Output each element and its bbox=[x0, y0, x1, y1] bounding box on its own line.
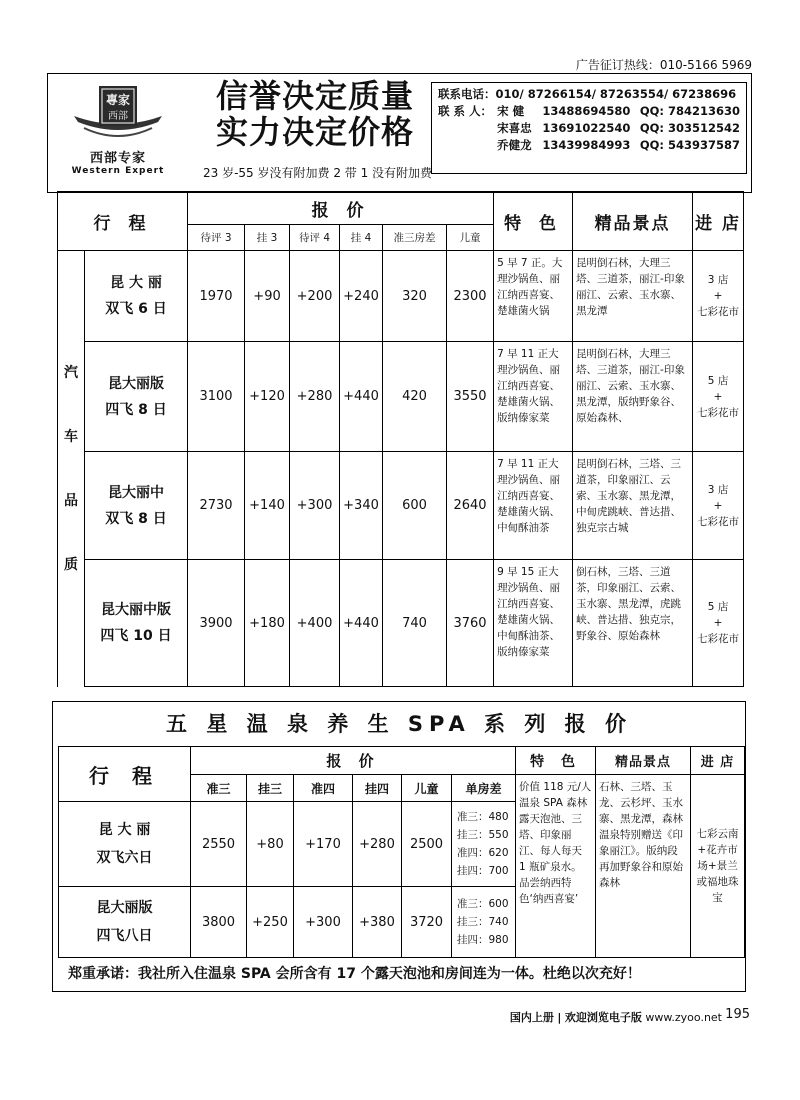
spa-title: 五 星 温 泉 养 生 SPA 系 列 报 价 bbox=[166, 712, 632, 736]
subheader-cell: 待评 3 bbox=[188, 225, 245, 251]
ad-hotline: 广告征订热线：010-5166 5969 bbox=[575, 58, 752, 72]
price-cell: +300 bbox=[294, 887, 353, 958]
price-cell: 2500 bbox=[402, 802, 452, 887]
single-room-line: 挂四：700 bbox=[457, 865, 509, 877]
store-name: 七彩花市 bbox=[697, 633, 740, 645]
slogan-line-1: 信誉决定质量 bbox=[216, 77, 415, 115]
contact-qq: 543937587 bbox=[667, 138, 740, 152]
price-cell: 740 bbox=[383, 560, 447, 687]
page-number: 195 bbox=[725, 1007, 750, 1022]
features-cell: 7 早 11 正大理沙锅鱼、丽江纳西喜宴、楚雄菌火锅、中甸酥油茶 bbox=[494, 452, 573, 560]
single-room-line: 挂三：550 bbox=[457, 829, 509, 841]
category-label bbox=[58, 251, 85, 687]
wok-logo-icon bbox=[70, 82, 166, 146]
price-cell: +280 bbox=[290, 342, 340, 452]
route-duration: 四飞 10 日 bbox=[100, 628, 172, 644]
price-cell: 320 bbox=[383, 251, 447, 342]
pledge-text: 郑重承诺：我社所入住温泉 SPA 会所含有 17 个露天泡池和房间连为一体。杜绝以次充好！ bbox=[68, 966, 641, 982]
single-room-line: 准四：620 bbox=[457, 847, 509, 859]
store-cell bbox=[693, 560, 744, 687]
contact-qq-label: QQ: bbox=[639, 138, 664, 152]
price-cell: +240 bbox=[340, 251, 383, 342]
subheader-cell: 儿童 bbox=[447, 225, 494, 251]
table-row bbox=[58, 560, 744, 687]
contact-qq-label: QQ: bbox=[639, 121, 664, 135]
price-cell: 2300 bbox=[447, 251, 494, 342]
slogan-line-2: 实力决定价格 bbox=[216, 113, 415, 151]
table-row bbox=[58, 342, 744, 452]
category-char: 质 bbox=[64, 556, 78, 573]
route-name: 昆 大 丽 bbox=[98, 822, 151, 838]
subheader-cell: 挂 3 bbox=[245, 225, 290, 251]
logo-name-en: Western Expert bbox=[71, 166, 165, 176]
spa-subheader-cell: 挂三 bbox=[247, 775, 294, 802]
footer-separator: | bbox=[557, 1011, 562, 1024]
contact-person-label: 联 系 人： bbox=[438, 104, 493, 118]
features-cell: 9 早 15 正大理沙锅鱼、丽江纳西喜宴、楚雄菌火锅、中甸酥油茶、版纳傣家菜 bbox=[494, 560, 573, 687]
single-room-line: 挂三：740 bbox=[457, 916, 509, 928]
route-cell bbox=[85, 560, 188, 687]
store-cell bbox=[693, 452, 744, 560]
features-cell: 7 早 11 正大理沙锅鱼、丽江纳西喜宴、楚雄菌火锅、版纳傣家菜 bbox=[494, 342, 573, 452]
price-cell: 2550 bbox=[191, 802, 247, 887]
store-plus: + bbox=[713, 290, 723, 302]
contact-qq-label: QQ: bbox=[639, 104, 664, 118]
single-room-cell bbox=[452, 802, 516, 887]
route-cell bbox=[85, 251, 188, 342]
store-name: 七彩花市 bbox=[697, 515, 740, 528]
contact-mobile: 13488694580 bbox=[542, 104, 631, 118]
price-cell: 3760 bbox=[447, 560, 494, 687]
price-cell: +380 bbox=[353, 887, 402, 958]
contact-person-row bbox=[438, 103, 740, 120]
route-cell bbox=[85, 342, 188, 452]
spa-section bbox=[52, 701, 746, 992]
price-cell: +180 bbox=[245, 560, 290, 687]
slogan bbox=[216, 78, 414, 150]
svg-text:專家: 專家 bbox=[105, 93, 131, 107]
route-duration: 四飞八日 bbox=[96, 928, 153, 944]
single-room-line: 挂四：980 bbox=[457, 934, 509, 946]
single-room-line: 准三：600 bbox=[457, 898, 509, 910]
spa-header-features: 特 色 bbox=[516, 747, 596, 775]
page-header bbox=[47, 73, 752, 193]
spa-subheader-cell: 准三 bbox=[191, 775, 247, 802]
price-cell: +280 bbox=[353, 802, 402, 887]
price-cell: 2730 bbox=[188, 452, 245, 560]
single-room-cell bbox=[452, 887, 516, 958]
store-name: 七彩花市 bbox=[697, 406, 740, 419]
svg-text:西部: 西部 bbox=[108, 111, 128, 122]
price-cell: 3900 bbox=[188, 560, 245, 687]
sights-cell: 昆明倒石林，大理三塔、三道茶，丽江-印象丽江、云索、玉水寨、黑龙潭，版纳野象谷、原始森林、 bbox=[573, 342, 693, 452]
subheader-cell: 挂 4 bbox=[340, 225, 383, 251]
category-char: 车 bbox=[64, 428, 78, 445]
contact-person-row bbox=[438, 137, 740, 154]
header-route: 行 程 bbox=[58, 192, 188, 251]
contact-box bbox=[431, 82, 747, 174]
spa-store-cell: 七彩云南+花卉市场+景兰或福地珠宝 bbox=[691, 775, 745, 958]
price-cell: +170 bbox=[294, 802, 353, 887]
price-cell: +90 bbox=[245, 251, 290, 342]
contact-name: 宋 健 bbox=[497, 104, 525, 118]
price-cell: +440 bbox=[340, 560, 383, 687]
store-count: 3 店 bbox=[707, 274, 729, 286]
footer-site-link[interactable]: www.zyoo.net bbox=[645, 1011, 722, 1024]
spa-sights-cell: 石林、三塔、玉龙、云杉坪、玉水寨、黑龙潭，森林温泉特别赠送《印象丽江》。版纳段再加野象谷和原始森林 bbox=[596, 775, 691, 958]
store-plus: + bbox=[713, 390, 723, 403]
table-row bbox=[58, 452, 744, 560]
sights-cell: 昆明倒石林，三塔、三道茶，印象丽江、云索、玉水寨、黑龙潭，中甸虎跳峡、普达措、独克宗古城 bbox=[573, 452, 693, 560]
store-count: 5 店 bbox=[707, 374, 729, 387]
table-row bbox=[58, 251, 744, 342]
price-cell: +300 bbox=[290, 452, 340, 560]
contact-name: 宋喜忠 bbox=[497, 121, 532, 135]
brand-logo bbox=[62, 82, 174, 182]
price-cell: 420 bbox=[383, 342, 447, 452]
spa-header-sights: 精品景点 bbox=[596, 747, 691, 775]
header-sights: 精品景点 bbox=[573, 192, 693, 251]
contact-person-row bbox=[438, 120, 740, 137]
route-name: 昆大丽版 bbox=[108, 375, 164, 392]
contact-phone-row bbox=[438, 86, 740, 103]
route-name: 昆大丽版 bbox=[96, 900, 153, 916]
surcharge-note: 23 岁-55 岁没有附加费 2 带 1 没有附加费 bbox=[203, 166, 433, 180]
store-count: 3 店 bbox=[707, 483, 729, 496]
bus-quality-price-table bbox=[57, 191, 744, 687]
route-cell bbox=[85, 452, 188, 560]
footer-text: 欢迎浏览电子版 bbox=[564, 1011, 642, 1024]
spa-subheader-cell: 挂四 bbox=[353, 775, 402, 802]
spa-subheader-cell: 单房差 bbox=[452, 775, 516, 802]
spa-header-route: 行 程 bbox=[59, 747, 191, 802]
price-cell: +400 bbox=[290, 560, 340, 687]
spa-header-store: 进 店 bbox=[691, 747, 745, 775]
route-duration: 双飞 6 日 bbox=[105, 301, 167, 317]
price-cell: 2640 bbox=[447, 452, 494, 560]
contact-qq: 303512542 bbox=[667, 121, 740, 135]
sights-cell: 倒石林，三塔、三道茶，印象丽江、云索、玉水寨、黑龙潭，虎跳峡、普达措、独克宗，野象谷、原始森林 bbox=[573, 560, 693, 687]
category-char: 品 bbox=[64, 492, 78, 509]
route-cell bbox=[59, 887, 191, 958]
category-char: 汽 bbox=[64, 364, 78, 381]
header-price: 报 价 bbox=[188, 192, 494, 225]
price-cell: +440 bbox=[340, 342, 383, 452]
price-cell: 3720 bbox=[402, 887, 452, 958]
price-cell: +120 bbox=[245, 342, 290, 452]
price-cell: +140 bbox=[245, 452, 290, 560]
spa-price-table bbox=[58, 746, 745, 958]
route-name: 昆 大 丽 bbox=[110, 275, 162, 291]
contact-qq: 784213630 bbox=[667, 104, 740, 118]
route-duration: 四飞 8 日 bbox=[105, 401, 167, 418]
header-store: 进 店 bbox=[693, 192, 744, 251]
price-cell: 3100 bbox=[188, 342, 245, 452]
spa-header-price: 报 价 bbox=[191, 747, 516, 775]
footer-volume: 国内上册 bbox=[509, 1011, 554, 1024]
price-cell: 1970 bbox=[188, 251, 245, 342]
price-cell: +200 bbox=[290, 251, 340, 342]
price-cell: +340 bbox=[340, 452, 383, 560]
spa-features-cell: 价值 118 元/人温泉 SPA 森林露天泡池、三塔、印象丽江、每人每天 1 瓶矿泉水。品尝纳西特色‘纳西喜宴’ bbox=[516, 775, 596, 958]
store-plus: + bbox=[713, 617, 723, 629]
store-name: 七彩花市 bbox=[697, 306, 740, 318]
spa-subheader-cell: 儿童 bbox=[402, 775, 452, 802]
subheader-cell: 准三房差 bbox=[383, 225, 447, 251]
store-cell bbox=[693, 342, 744, 452]
price-cell: 600 bbox=[383, 452, 447, 560]
route-duration: 双飞 8 日 bbox=[105, 510, 167, 527]
page-footer bbox=[510, 1009, 722, 1025]
route-duration: 双飞六日 bbox=[96, 850, 153, 866]
route-name: 昆大丽中版 bbox=[101, 602, 171, 618]
store-cell bbox=[693, 251, 744, 342]
route-cell bbox=[59, 802, 191, 887]
spa-subheader-cell: 准四 bbox=[294, 775, 353, 802]
contact-name: 乔健龙 bbox=[497, 138, 532, 152]
store-plus: + bbox=[713, 499, 723, 512]
logo-name-cn: 西部专家 bbox=[89, 151, 146, 166]
contact-mobile: 13691022540 bbox=[542, 121, 631, 135]
single-room-line: 准三：480 bbox=[457, 811, 509, 823]
price-cell: 3800 bbox=[191, 887, 247, 958]
route-name: 昆大丽中 bbox=[108, 484, 164, 501]
contact-phone-label: 联系电话： bbox=[438, 87, 496, 101]
price-cell: +250 bbox=[247, 887, 294, 958]
price-cell: +80 bbox=[247, 802, 294, 887]
contact-phone-value: 010/ 87266154/ 87263554/ 67238696 bbox=[495, 87, 737, 101]
contact-mobile: 13439984993 bbox=[542, 138, 631, 152]
header-features: 特 色 bbox=[494, 192, 573, 251]
features-cell: 5 早 7 正。大理沙锅鱼、丽江纳西喜宴、楚雄菌火锅 bbox=[494, 251, 573, 342]
sights-cell: 昆明倒石林，大理三塔、三道茶，丽江-印象丽江、云索、玉水寨、黑龙潭 bbox=[573, 251, 693, 342]
subheader-cell: 待评 4 bbox=[290, 225, 340, 251]
store-count: 5 店 bbox=[707, 601, 729, 613]
price-cell: 3550 bbox=[447, 342, 494, 452]
